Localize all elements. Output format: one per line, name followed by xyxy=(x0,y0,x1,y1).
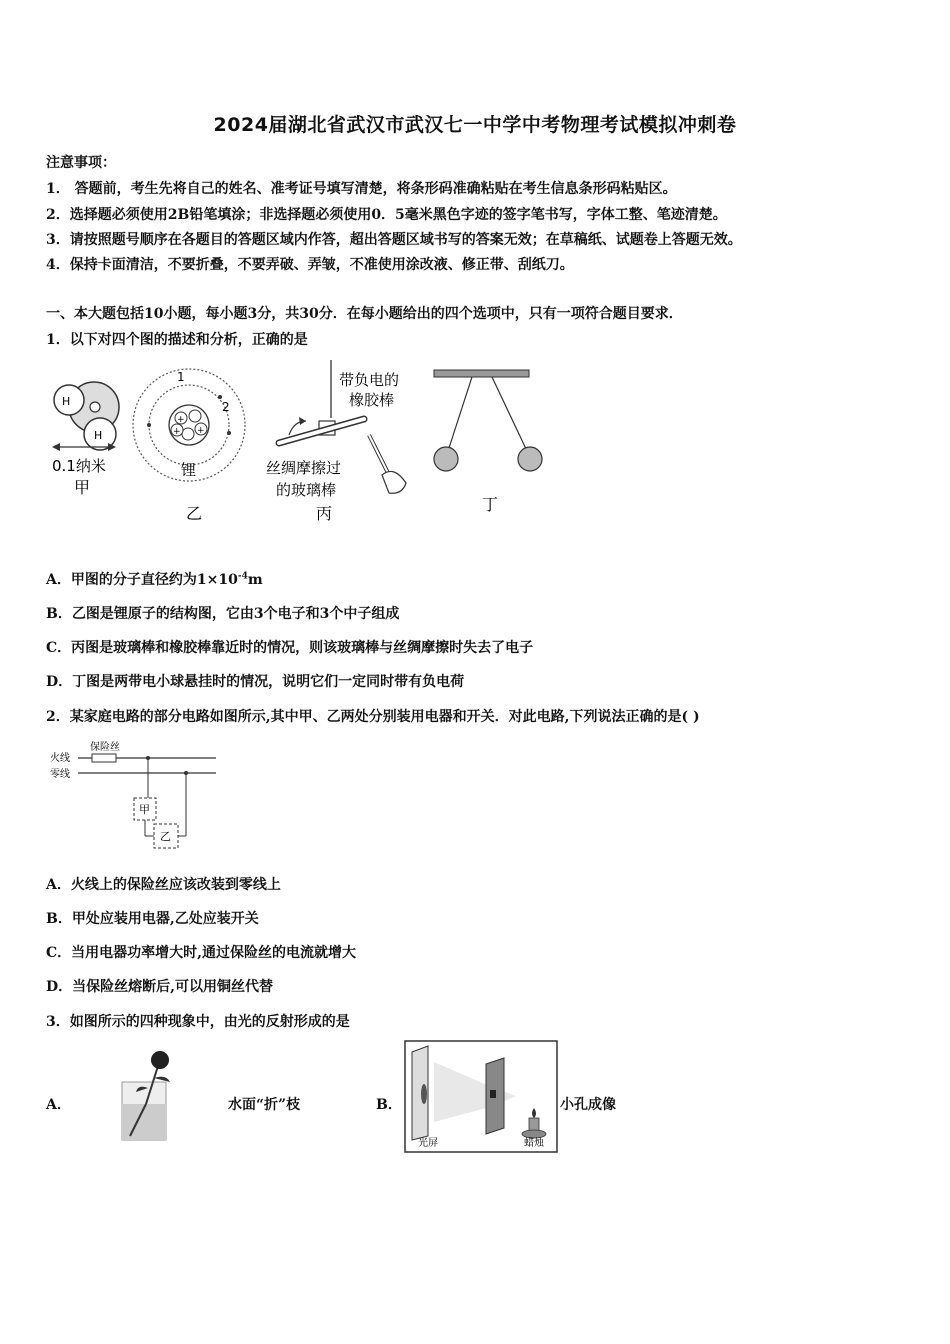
q3-option-b-label: B． xyxy=(376,1097,402,1113)
yi-label: 乙 xyxy=(186,504,203,523)
neutral-wire-label: 零线 xyxy=(50,769,70,780)
notice-heading: 注意事项： xyxy=(46,155,116,171)
q2-option-d: D．当保险丝熔断后,可以用铜丝代替 xyxy=(46,979,274,995)
yi-atom-label: 锂 xyxy=(181,461,197,479)
q1-option-b: B．乙图是锂原子的结构图，它由3个电子和3个中子组成 xyxy=(46,606,400,622)
jia-scale-label: 0.1纳米 xyxy=(52,457,106,475)
q1-option-a-unit: m xyxy=(247,572,263,588)
yi-box-label: 乙 xyxy=(160,830,171,843)
notice-item-3: 3．请按照题号顺序在各题目的答题区域内作答，超出答题区域书写的答案无效；在草稿纸、试题卷上答题无效。 xyxy=(46,232,742,248)
q1-option-a-text: A．甲图的分子直径约为1×10 xyxy=(46,572,238,588)
molecule-diagram xyxy=(52,382,119,451)
q2-option-a: A．火线上的保险丝应该改装到零线上 xyxy=(46,877,281,893)
q3-option-a-label: A． xyxy=(46,1097,71,1113)
yi-label-2: 2 xyxy=(222,400,230,414)
bing-label: 丙 xyxy=(316,504,333,523)
jia-label: 甲 xyxy=(74,478,91,497)
svg-text:H: H xyxy=(62,395,71,408)
q1-figure xyxy=(44,355,564,527)
pinhole-camera-figure xyxy=(404,1040,558,1153)
section-heading: 一、本大题包括10小题，每小题3分，共30分．在每小题给出的四个选项中，只有一项符合题目要求． xyxy=(46,306,683,322)
q3-stem: 3．如图所示的四种现象中，由光的反射形成的是 xyxy=(46,1014,350,1030)
notice-item-1: 1． 答题前，考生先将自己的姓名、准考证号填写清楚，将条形码准确粘贴在考生信息条形码粘贴区。 xyxy=(46,181,677,197)
ding-label: 丁 xyxy=(482,495,499,514)
bing-top-label-1: 带负电的 xyxy=(339,371,400,389)
fuse-label: 保险丝 xyxy=(90,742,120,753)
svg-text:+: + xyxy=(197,426,205,436)
live-wire-label: 火线 xyxy=(50,753,70,764)
notice-item-4: 4．保持卡面清洁，不要折叠，不要弄破、弄皱，不准使用涂改液、修正带、刮纸刀。 xyxy=(46,257,574,273)
fuse-symbol xyxy=(92,754,116,762)
charged-balls-diagram xyxy=(434,370,542,471)
q3-option-a-caption: 水面“折”枝 xyxy=(228,1097,301,1113)
svg-text:+: + xyxy=(177,415,185,425)
yi-label-1: 1 xyxy=(177,370,185,384)
q1-option-c: C．丙图是玻璃棒和橡胶棒靠近时的情况，则该玻璃棒与丝绸摩擦时失去了电子 xyxy=(46,640,534,656)
q1-option-a-exponent: -4 xyxy=(237,571,248,582)
svg-text:+: + xyxy=(173,427,181,437)
bing-top-label-2: 橡胶棒 xyxy=(349,391,395,409)
q1-option-a xyxy=(46,569,263,589)
q2-option-c: C．当用电器功率增大时,通过保险丝的电流就增大 xyxy=(46,945,357,961)
screen-label: 光屏 xyxy=(418,1138,438,1149)
q1-stem: 1．以下对四个图的描述和分析，正确的是 xyxy=(46,332,308,348)
q3-option-b-caption: 小孔成像 xyxy=(560,1097,616,1113)
jia-box-label: 甲 xyxy=(139,803,150,816)
q2-stem: 2．某家庭电路的部分电路如图所示,其中甲、乙两处分别装用电器和开关．对此电路,下列说法正确的是( ) xyxy=(46,709,700,725)
candle-label: 蜡烛 xyxy=(524,1138,544,1149)
flower-in-water-figure xyxy=(118,1044,186,1144)
q1-option-d: D．丁图是两带电小球悬挂时的情况，说明它们一定同时带有负电荷 xyxy=(46,674,465,690)
q2-option-b: B．甲处应装用电器,乙处应装开关 xyxy=(46,911,259,927)
q2-circuit-figure xyxy=(48,738,223,856)
bing-bottom-label-2: 的玻璃棒 xyxy=(276,481,337,499)
bing-bottom-label-1: 丝绸摩擦过 xyxy=(266,459,342,477)
exam-title: 2024届湖北省武汉市武汉七一中学中考物理考试模拟冲刺卷 xyxy=(213,114,737,136)
notice-item-2: 2．选择题必须使用2B铅笔填涂；非选择题必须使用0．5毫米黑色字迹的签字笔书写，字体工整、笔迹清楚。 xyxy=(46,207,727,223)
svg-text:H: H xyxy=(94,429,103,442)
